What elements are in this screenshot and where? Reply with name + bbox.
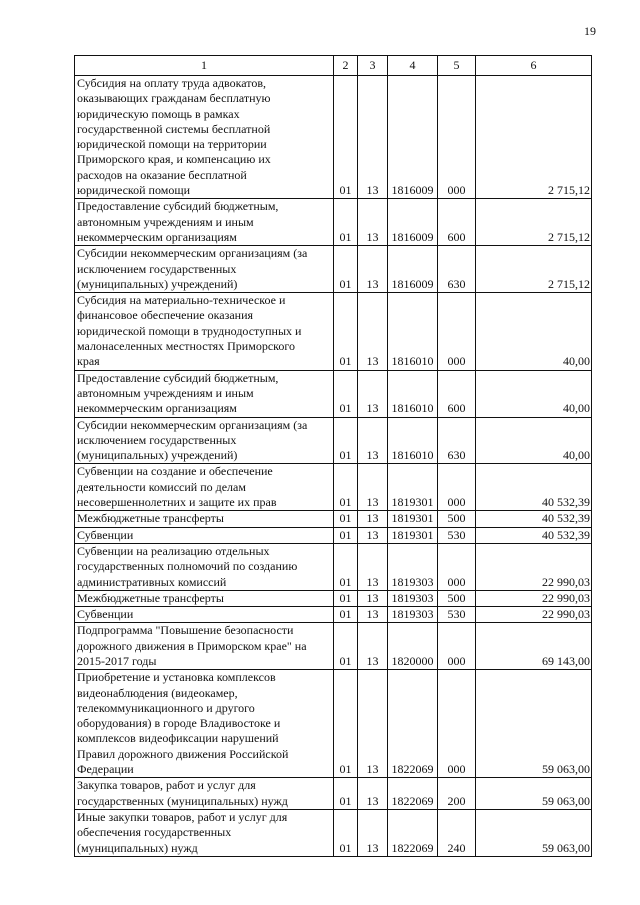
description-line: Межбюджетные трансферты — [77, 511, 224, 526]
description-line: Субвенции — [77, 527, 134, 542]
row-subsection-code: 13 — [358, 199, 388, 246]
description-line: юридическую помощь в рамках — [77, 106, 240, 121]
row-description — [75, 370, 334, 417]
description-line: автономным учреждениям и иным — [77, 385, 254, 400]
row-amount: 2 715,12 — [476, 246, 592, 293]
row-amount: 22 990,03 — [476, 590, 592, 606]
description-line: телекоммуникационного и другого — [77, 700, 255, 715]
header-col-3: 3 — [358, 56, 388, 76]
header-col-6: 6 — [476, 56, 592, 76]
description-line: оказывающих гражданам бесплатную — [77, 91, 271, 106]
description-line: некоммерческим организациям — [77, 401, 237, 416]
row-subsection-code: 13 — [358, 464, 388, 511]
row-subsection-code: 13 — [358, 511, 388, 527]
description-line: Субсидия на оплату труда адвокатов, — [77, 76, 267, 90]
table-row — [75, 246, 592, 293]
description-line: Приобретение и установка комплексов — [77, 670, 276, 685]
row-amount: 40,00 — [476, 293, 592, 370]
row-description — [75, 76, 334, 199]
row-target-code: 1819301 — [388, 527, 438, 543]
table-row — [75, 464, 592, 511]
description-line: Закупка товаров, работ и услуг для — [77, 778, 256, 793]
row-section-code: 01 — [334, 607, 358, 623]
row-subsection-code: 13 — [358, 246, 388, 293]
row-amount: 40,00 — [476, 417, 592, 464]
row-expense-type-code: 000 — [438, 76, 476, 199]
row-section-code: 01 — [334, 511, 358, 527]
row-description — [75, 527, 334, 543]
row-amount: 22 990,03 — [476, 543, 592, 590]
row-expense-type-code: 000 — [438, 623, 476, 670]
row-description — [75, 199, 334, 246]
row-expense-type-code: 600 — [438, 370, 476, 417]
row-amount: 59 063,00 — [476, 809, 592, 856]
description-line: Субвенции на реализацию отдельных — [77, 543, 270, 558]
row-target-code: 1822069 — [388, 778, 438, 810]
description-line: Приморского края, и компенсацию их — [77, 152, 271, 167]
row-subsection-code: 13 — [358, 590, 388, 606]
row-expense-type-code: 600 — [438, 199, 476, 246]
table-row — [75, 199, 592, 246]
table-row — [75, 778, 592, 810]
description-line: (муниципальных) учреждений) — [77, 276, 238, 291]
header-col-4: 4 — [388, 56, 438, 76]
row-description — [75, 511, 334, 527]
row-target-code: 1816009 — [388, 199, 438, 246]
row-expense-type-code: 000 — [438, 543, 476, 590]
description-line: Субвенции на создание и обеспечение — [77, 464, 273, 479]
description-line: Субсидии некоммерческим организациям (за — [77, 417, 308, 432]
description-line: малонаселенных местностях Приморского — [77, 339, 295, 354]
row-section-code: 01 — [334, 293, 358, 370]
row-section-code: 01 — [334, 370, 358, 417]
row-description — [75, 778, 334, 810]
description-line: Подпрограмма "Повышение безопасности — [77, 623, 294, 638]
description-line: Правил дорожного движения Российской — [77, 746, 289, 761]
row-target-code: 1819301 — [388, 511, 438, 527]
row-description — [75, 590, 334, 606]
description-line: расходов на оказание бесплатной — [77, 167, 247, 182]
description-line: 2015-2017 годы — [77, 653, 157, 668]
description-line: исключением государственных — [77, 261, 237, 276]
row-section-code: 01 — [334, 199, 358, 246]
description-line: Субвенции — [77, 607, 134, 622]
row-expense-type-code: 240 — [438, 809, 476, 856]
description-line: финансовое обеспечение оказания — [77, 308, 254, 323]
row-description — [75, 607, 334, 623]
row-subsection-code: 13 — [358, 370, 388, 417]
row-expense-type-code: 000 — [438, 293, 476, 370]
row-subsection-code: 13 — [358, 543, 388, 590]
description-line: несовершеннолетних и защите их прав — [77, 495, 277, 510]
row-amount: 59 063,00 — [476, 778, 592, 810]
row-amount: 22 990,03 — [476, 607, 592, 623]
description-line: видеонаблюдения (видеокамер, — [77, 685, 238, 700]
description-line: государственных (муниципальных) нужд — [77, 793, 288, 808]
row-target-code: 1816009 — [388, 246, 438, 293]
row-description — [75, 464, 334, 511]
description-line: оборудования) в городе Владивостоке и — [77, 716, 281, 731]
row-expense-type-code: 630 — [438, 417, 476, 464]
row-section-code: 01 — [334, 670, 358, 778]
header-col-5: 5 — [438, 56, 476, 76]
row-target-code: 1816009 — [388, 76, 438, 199]
row-target-code: 1816010 — [388, 417, 438, 464]
table-row — [75, 670, 592, 778]
row-amount: 40 532,39 — [476, 527, 592, 543]
row-subsection-code: 13 — [358, 527, 388, 543]
table-row — [75, 623, 592, 670]
row-amount: 40,00 — [476, 370, 592, 417]
description-line: некоммерческим организациям — [77, 229, 237, 244]
row-section-code: 01 — [334, 464, 358, 511]
row-expense-type-code: 630 — [438, 246, 476, 293]
row-amount: 40 532,39 — [476, 511, 592, 527]
table-row — [75, 417, 592, 464]
table-header-row — [75, 56, 592, 76]
row-description — [75, 293, 334, 370]
row-description — [75, 417, 334, 464]
description-line: Предоставление субсидий бюджетным, — [77, 199, 279, 214]
table-row — [75, 543, 592, 590]
row-subsection-code: 13 — [358, 607, 388, 623]
row-expense-type-code: 530 — [438, 607, 476, 623]
row-section-code: 01 — [334, 543, 358, 590]
header-col-2: 2 — [334, 56, 358, 76]
row-target-code: 1819303 — [388, 607, 438, 623]
row-description — [75, 809, 334, 856]
description-line: обеспечения государственных — [77, 825, 232, 840]
description-line: Межбюджетные трансферты — [77, 590, 224, 605]
description-line: исключением государственных — [77, 432, 237, 447]
row-description — [75, 246, 334, 293]
description-line: деятельности комиссий по делам — [77, 479, 246, 494]
row-expense-type-code: 000 — [438, 670, 476, 778]
row-section-code: 01 — [334, 778, 358, 810]
row-target-code: 1819303 — [388, 590, 438, 606]
description-line: Предоставление субсидий бюджетным, — [77, 370, 279, 385]
row-description — [75, 623, 334, 670]
row-amount: 69 143,00 — [476, 623, 592, 670]
row-expense-type-code: 500 — [438, 511, 476, 527]
row-subsection-code: 13 — [358, 76, 388, 199]
row-target-code: 1816010 — [388, 370, 438, 417]
row-section-code: 01 — [334, 76, 358, 199]
description-line: автономным учреждениям и иным — [77, 214, 254, 229]
table-row — [75, 590, 592, 606]
row-section-code: 01 — [334, 809, 358, 856]
row-target-code: 1822069 — [388, 809, 438, 856]
row-target-code: 1822069 — [388, 670, 438, 778]
description-line: государственных полномочий по созданию — [77, 559, 298, 574]
row-section-code: 01 — [334, 527, 358, 543]
description-line: административных комиссий — [77, 574, 227, 589]
row-subsection-code: 13 — [358, 623, 388, 670]
description-line: юридической помощи — [77, 183, 190, 198]
row-section-code: 01 — [334, 623, 358, 670]
row-target-code: 1820000 — [388, 623, 438, 670]
row-description — [75, 670, 334, 778]
description-line: Субсидия на материально-техническое и — [77, 293, 286, 308]
row-subsection-code: 13 — [358, 778, 388, 810]
row-subsection-code: 13 — [358, 809, 388, 856]
row-subsection-code: 13 — [358, 670, 388, 778]
table-body — [75, 76, 592, 857]
row-subsection-code: 13 — [358, 417, 388, 464]
description-line: дорожного движения в Приморском крае" на — [77, 638, 307, 653]
table-row — [75, 370, 592, 417]
table-row — [75, 607, 592, 623]
table-row — [75, 76, 592, 199]
table-row — [75, 293, 592, 370]
row-description — [75, 543, 334, 590]
row-section-code: 01 — [334, 246, 358, 293]
row-amount: 2 715,12 — [476, 199, 592, 246]
row-amount: 40 532,39 — [476, 464, 592, 511]
table-row — [75, 511, 592, 527]
page-number: 19 — [584, 24, 596, 38]
row-section-code: 01 — [334, 590, 358, 606]
table-row — [75, 809, 592, 856]
row-target-code: 1816010 — [388, 293, 438, 370]
description-line: юридической помощи на территории — [77, 137, 267, 152]
description-line: Иные закупки товаров, работ и услуг для — [77, 809, 288, 824]
row-section-code: 01 — [334, 417, 358, 464]
description-line: юридической помощи в труднодоступных и — [77, 323, 302, 338]
header-col-1: 1 — [75, 56, 334, 76]
row-target-code: 1819301 — [388, 464, 438, 511]
budget-table — [74, 55, 592, 857]
row-expense-type-code: 500 — [438, 590, 476, 606]
row-target-code: 1819303 — [388, 543, 438, 590]
description-line: государственной системы бесплатной — [77, 121, 271, 136]
row-amount: 59 063,00 — [476, 670, 592, 778]
row-amount: 2 715,12 — [476, 76, 592, 199]
row-expense-type-code: 000 — [438, 464, 476, 511]
row-expense-type-code: 200 — [438, 778, 476, 810]
description-line: Субсидии некоммерческим организациям (за — [77, 246, 308, 261]
row-subsection-code: 13 — [358, 293, 388, 370]
description-line: края — [77, 354, 100, 369]
table-row — [75, 527, 592, 543]
description-line: Федерации — [77, 762, 134, 777]
description-line: комплексов видеофиксации нарушений — [77, 731, 279, 746]
row-expense-type-code: 530 — [438, 527, 476, 543]
description-line: (муниципальных) учреждений) — [77, 448, 238, 463]
description-line: (муниципальных) нужд — [77, 840, 198, 855]
